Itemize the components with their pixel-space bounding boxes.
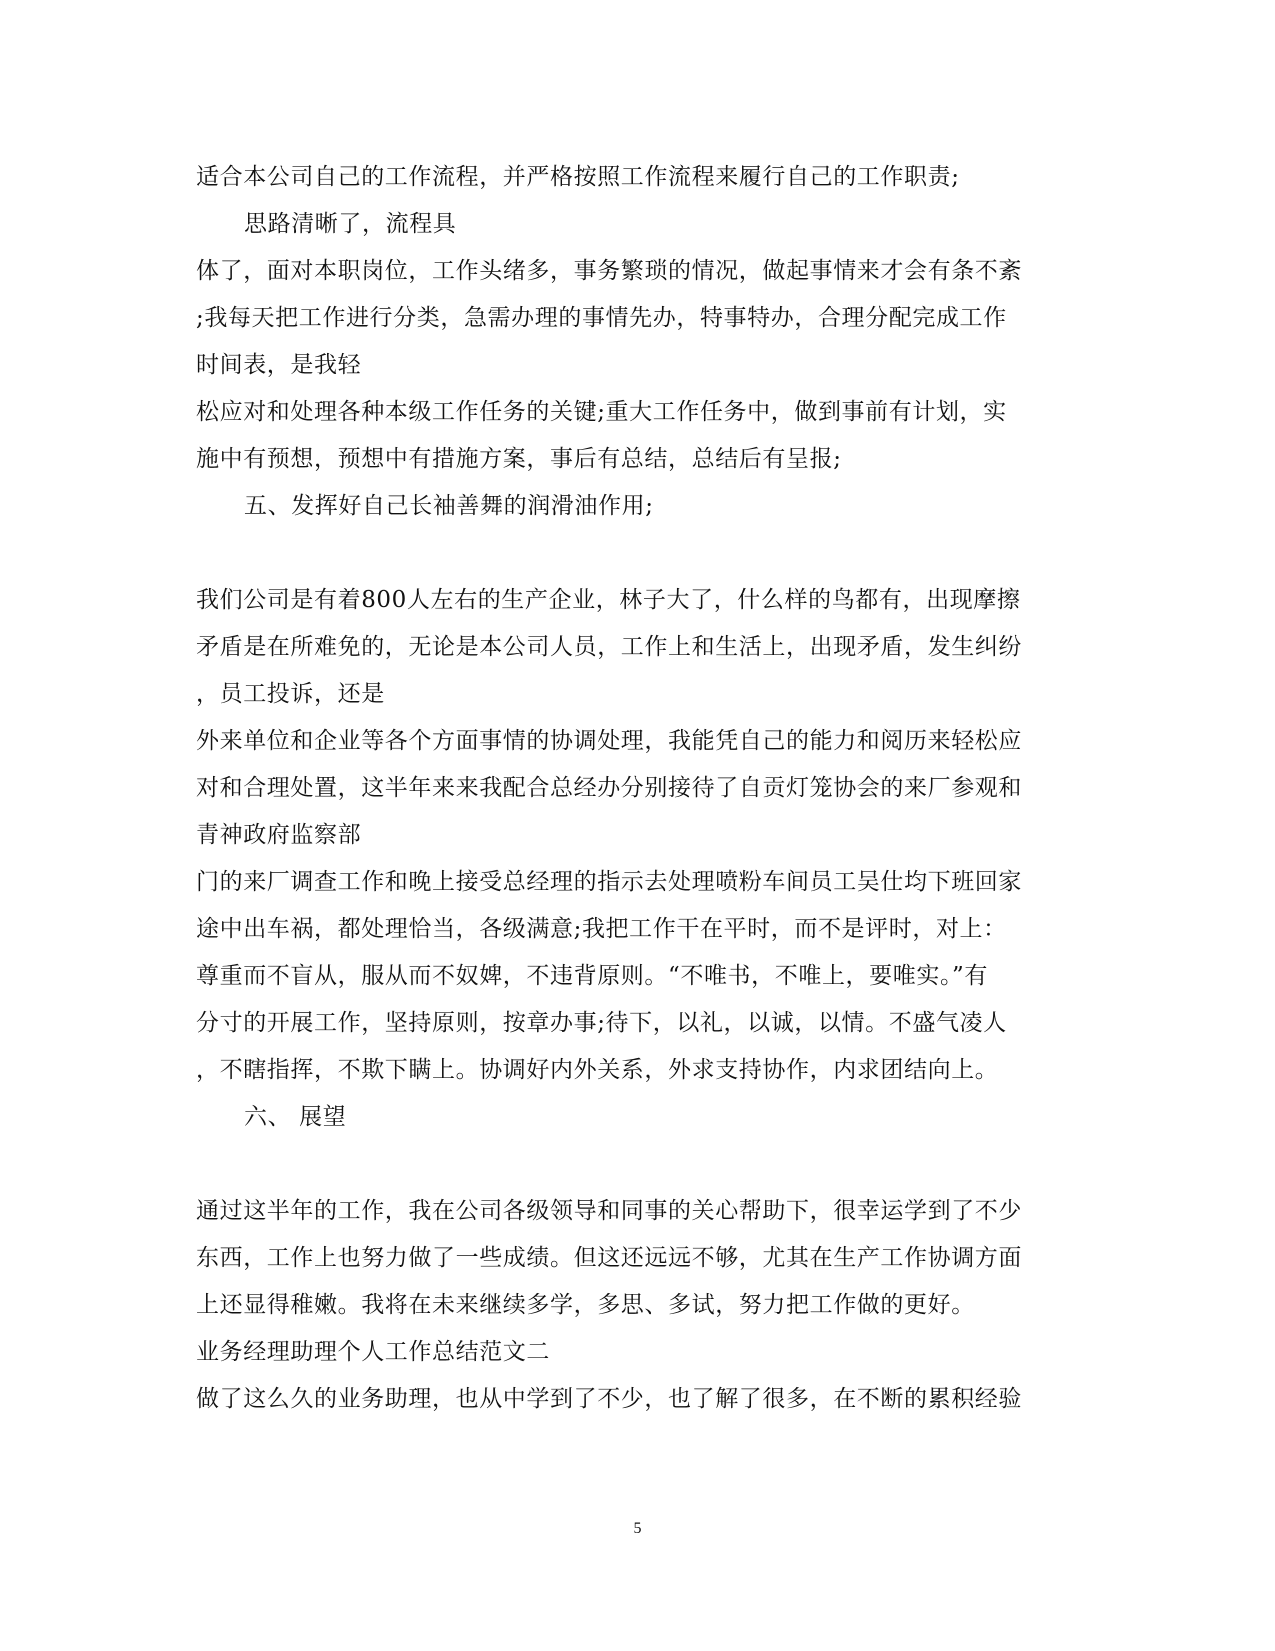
paragraph-line: ，员工投诉，还是 (196, 681, 385, 707)
paragraph-line: 上还显得稚嫩。我将在未来继续多学，多思、多试，努力把工作做的更好。 (196, 1292, 975, 1318)
paragraph-line: 对和合理处置，这半年来来我配合总经办分别接待了自贡灯笼协会的来厂参观和 (196, 775, 1022, 801)
paragraph-line: 东西，工作上也努力做了一些成绩。但这还远远不够，尤其在生产工作协调方面 (196, 1245, 1022, 1271)
paragraph-line: 尊重而不盲从，服从而不奴婢，不违背原则。“不唯书，不唯上，要唯实。”有 (196, 963, 989, 989)
paragraph-line: 时间表，是我轻 (196, 352, 362, 378)
page-number: 5 (633, 1520, 642, 1537)
paragraph-line: 分寸的开展工作，坚持原则，按章办事;待下，以礼，以诚，以情。不盛气凌人 (196, 1010, 1007, 1036)
paragraph-line: 途中出车祸，都处理恰当，各级满意;我把工作干在平时，而不是评时，对上： (196, 916, 1007, 942)
paragraph-line: ;我每天把工作进行分类，急需办理的事情先办，特事特办，合理分配完成工作 (196, 305, 1007, 331)
paragraph-line: ，不瞎指挥，不欺下瞒上。协调好内外关系，外求支持协作，内求团结向上。 (196, 1057, 999, 1083)
section-heading: 五、发挥好自己长袖善舞的润滑油作用; (244, 493, 654, 519)
paragraph-line: 适合本公司自己的工作流程，并严格按照工作流程来履行自己的工作职责; (196, 164, 960, 190)
paragraph-line: 门的来厂调查工作和晚上接受总经理的指示去处理喷粉车间员工吴仕均下班回家 (196, 869, 1022, 895)
paragraph-line: 外来单位和企业等各个方面事情的协调处理，我能凭自己的能力和阅历来轻松应 (196, 728, 1022, 754)
paragraph-line: 体了，面对本职岗位，工作头绪多，事务繁琐的情况，做起事情来才会有条不紊 (196, 258, 1022, 284)
article-title: 业务经理助理个人工作总结范文二 (196, 1339, 550, 1365)
section-heading: 六、 展望 (244, 1104, 347, 1130)
paragraph-line: 做了这么久的业务助理，也从中学到了不少，也了解了很多，在不断的累积经验 (196, 1386, 1022, 1412)
paragraph-line: 矛盾是在所难免的，无论是本公司人员，工作上和生活上，出现矛盾，发生纠纷 (196, 634, 1022, 660)
paragraph-line: 青神政府监察部 (196, 822, 362, 848)
paragraph-line: 思路清晰了，流程具 (244, 211, 457, 237)
paragraph-line: 松应对和处理各种本级工作任务的关键;重大工作任务中，做到事前有计划，实 (196, 399, 1007, 425)
paragraph-line: 施中有预想，预想中有措施方案，事后有总结，总结后有呈报; (196, 446, 842, 472)
paragraph-line: 通过这半年的工作，我在公司各级领导和同事的关心帮助下，很幸运学到了不少 (196, 1198, 1022, 1224)
paragraph-line: 我们公司是有着800人左右的生产企业，林子大了，什么样的鸟都有，出现摩擦 (196, 587, 1021, 613)
